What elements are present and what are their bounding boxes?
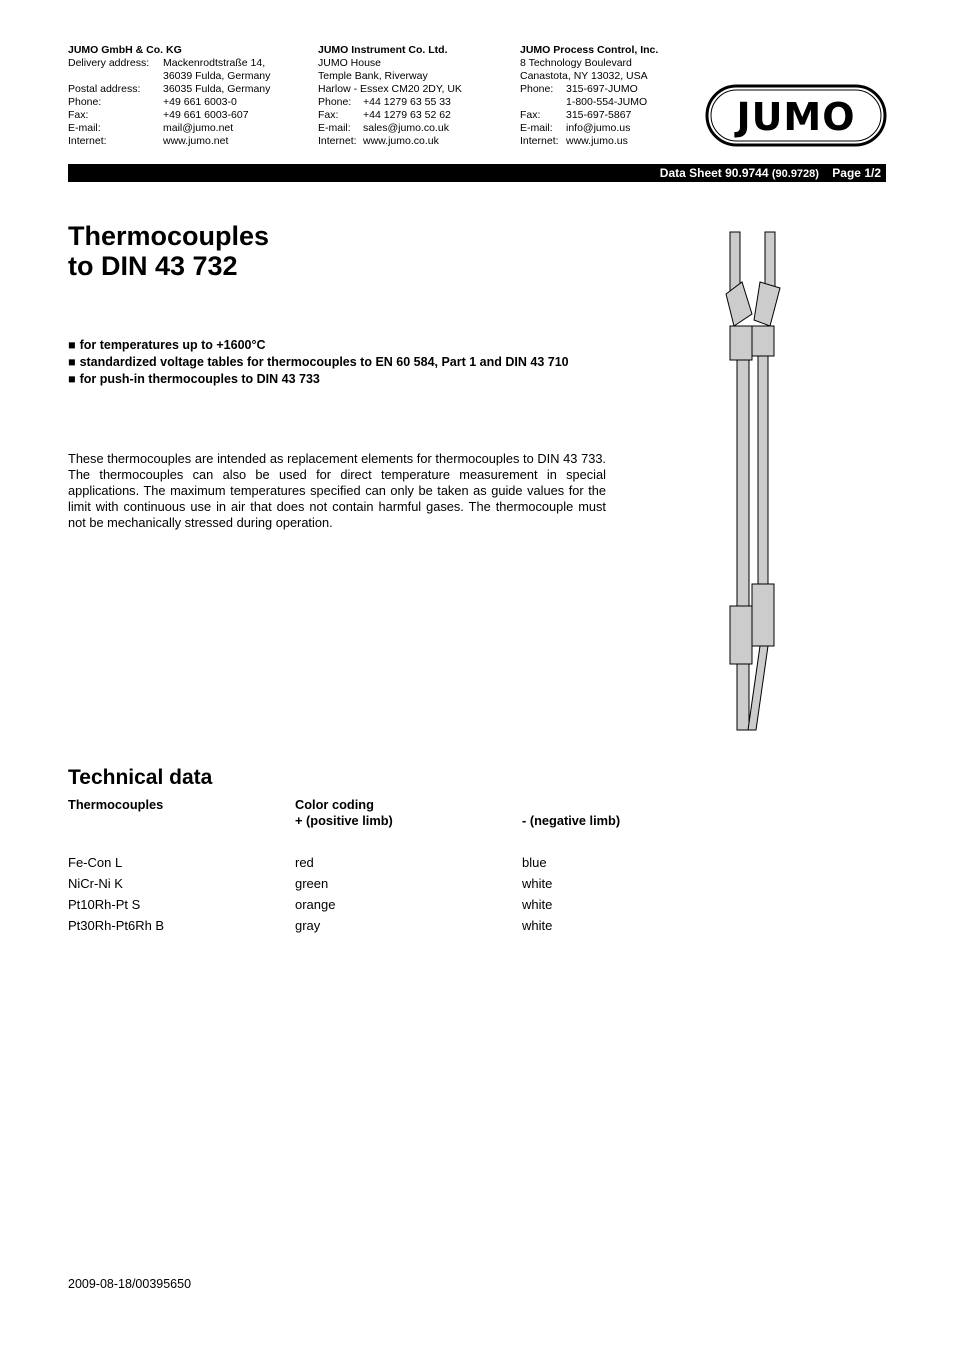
feature-item: ■ for push-in thermocouples to DIN 43 733 <box>68 371 569 388</box>
logo-text: JUMO <box>736 95 856 139</box>
address-row: Fax: +44 1279 63 52 62 <box>318 109 451 121</box>
column-header-color-coding: Color coding <box>295 797 374 812</box>
address-row: 36039 Fulda, Germany <box>163 70 271 82</box>
address-jumo-germany <box>68 44 270 148</box>
address-row: Internet: www.jumo.us <box>520 135 628 147</box>
address-jumo-usa <box>520 44 658 148</box>
page-number: Page 1/2 <box>832 166 881 180</box>
feature-list <box>68 337 569 388</box>
address-jumo-uk <box>318 44 462 148</box>
description: These thermocouples are intended as replacement elements for thermocouples to DIN 43 733. The thermocouples can also be used for direct temperature measurement in special applications. The maximum temperatures specified can only be taken as guide values for the limit with continuous use in air that does not contain harmful gases. The thermocouple must not be mechanically stressed during operation. <box>68 451 606 530</box>
address-row: E-mail: info@jumo.us <box>520 122 631 134</box>
company-name: JUMO Process Control, Inc. <box>520 44 659 56</box>
address-row: Harlow - Essex CM20 2DY, UK <box>318 83 462 95</box>
address-row: Phone: +44 1279 63 55 33 <box>318 96 451 108</box>
company-name: JUMO Instrument Co. Ltd. <box>318 44 448 56</box>
address-row: 8 Technology Boulevard <box>520 57 632 69</box>
address-row: Phone: 315-697-JUMO <box>520 83 638 95</box>
jumo-logo <box>705 84 887 147</box>
address-row: Canastota, NY 13032, USA <box>520 70 648 82</box>
address-row: Internet: www.jumo.net <box>68 135 229 147</box>
feature-item: ■ for temperatures up to +1600°C <box>68 337 569 354</box>
address-row: Temple Bank, Riverway <box>318 70 428 82</box>
address-row: Internet: www.jumo.co.uk <box>318 135 439 147</box>
column-header-thermocouples: Thermocouples <box>68 797 164 812</box>
address-row: JUMO House <box>318 57 382 69</box>
address-row: 1-800-554-JUMO <box>566 96 648 108</box>
address-row: Fax: +49 661 6003-607 <box>68 109 249 121</box>
company-name: JUMO GmbH & Co. KG <box>68 44 182 56</box>
page-title: Thermocouples to DIN 43 732 <box>68 221 270 281</box>
column-header-negative: - (negative limb) <box>522 813 621 828</box>
datasheet-alt-number: (90.9728) <box>771 168 819 180</box>
address-row: Fax: 315-697-5867 <box>520 109 632 121</box>
address-row: Postal address: 36035 Fulda, Germany <box>68 83 271 95</box>
technical-data-heading: Technical data <box>68 766 213 789</box>
address-row: E-mail: mail@jumo.net <box>68 122 234 134</box>
document-id: 2009-08-18/00395650 <box>68 1277 192 1291</box>
datasheet-number: Data Sheet 90.9744 <box>659 166 769 180</box>
address-row: Delivery address: Mackenrodtstraße 14, <box>68 57 266 69</box>
thermocouple-illustration <box>718 226 790 734</box>
address-row: Phone: +49 661 6003-0 <box>68 96 237 108</box>
datasheet-bar <box>68 164 886 182</box>
feature-item: ■ standardized voltage tables for thermocouples to EN 60 584, Part 1 and DIN 43 710 <box>68 354 569 371</box>
address-row: E-mail: sales@jumo.co.uk <box>318 122 449 134</box>
column-header-positive: + (positive limb) <box>295 813 393 828</box>
